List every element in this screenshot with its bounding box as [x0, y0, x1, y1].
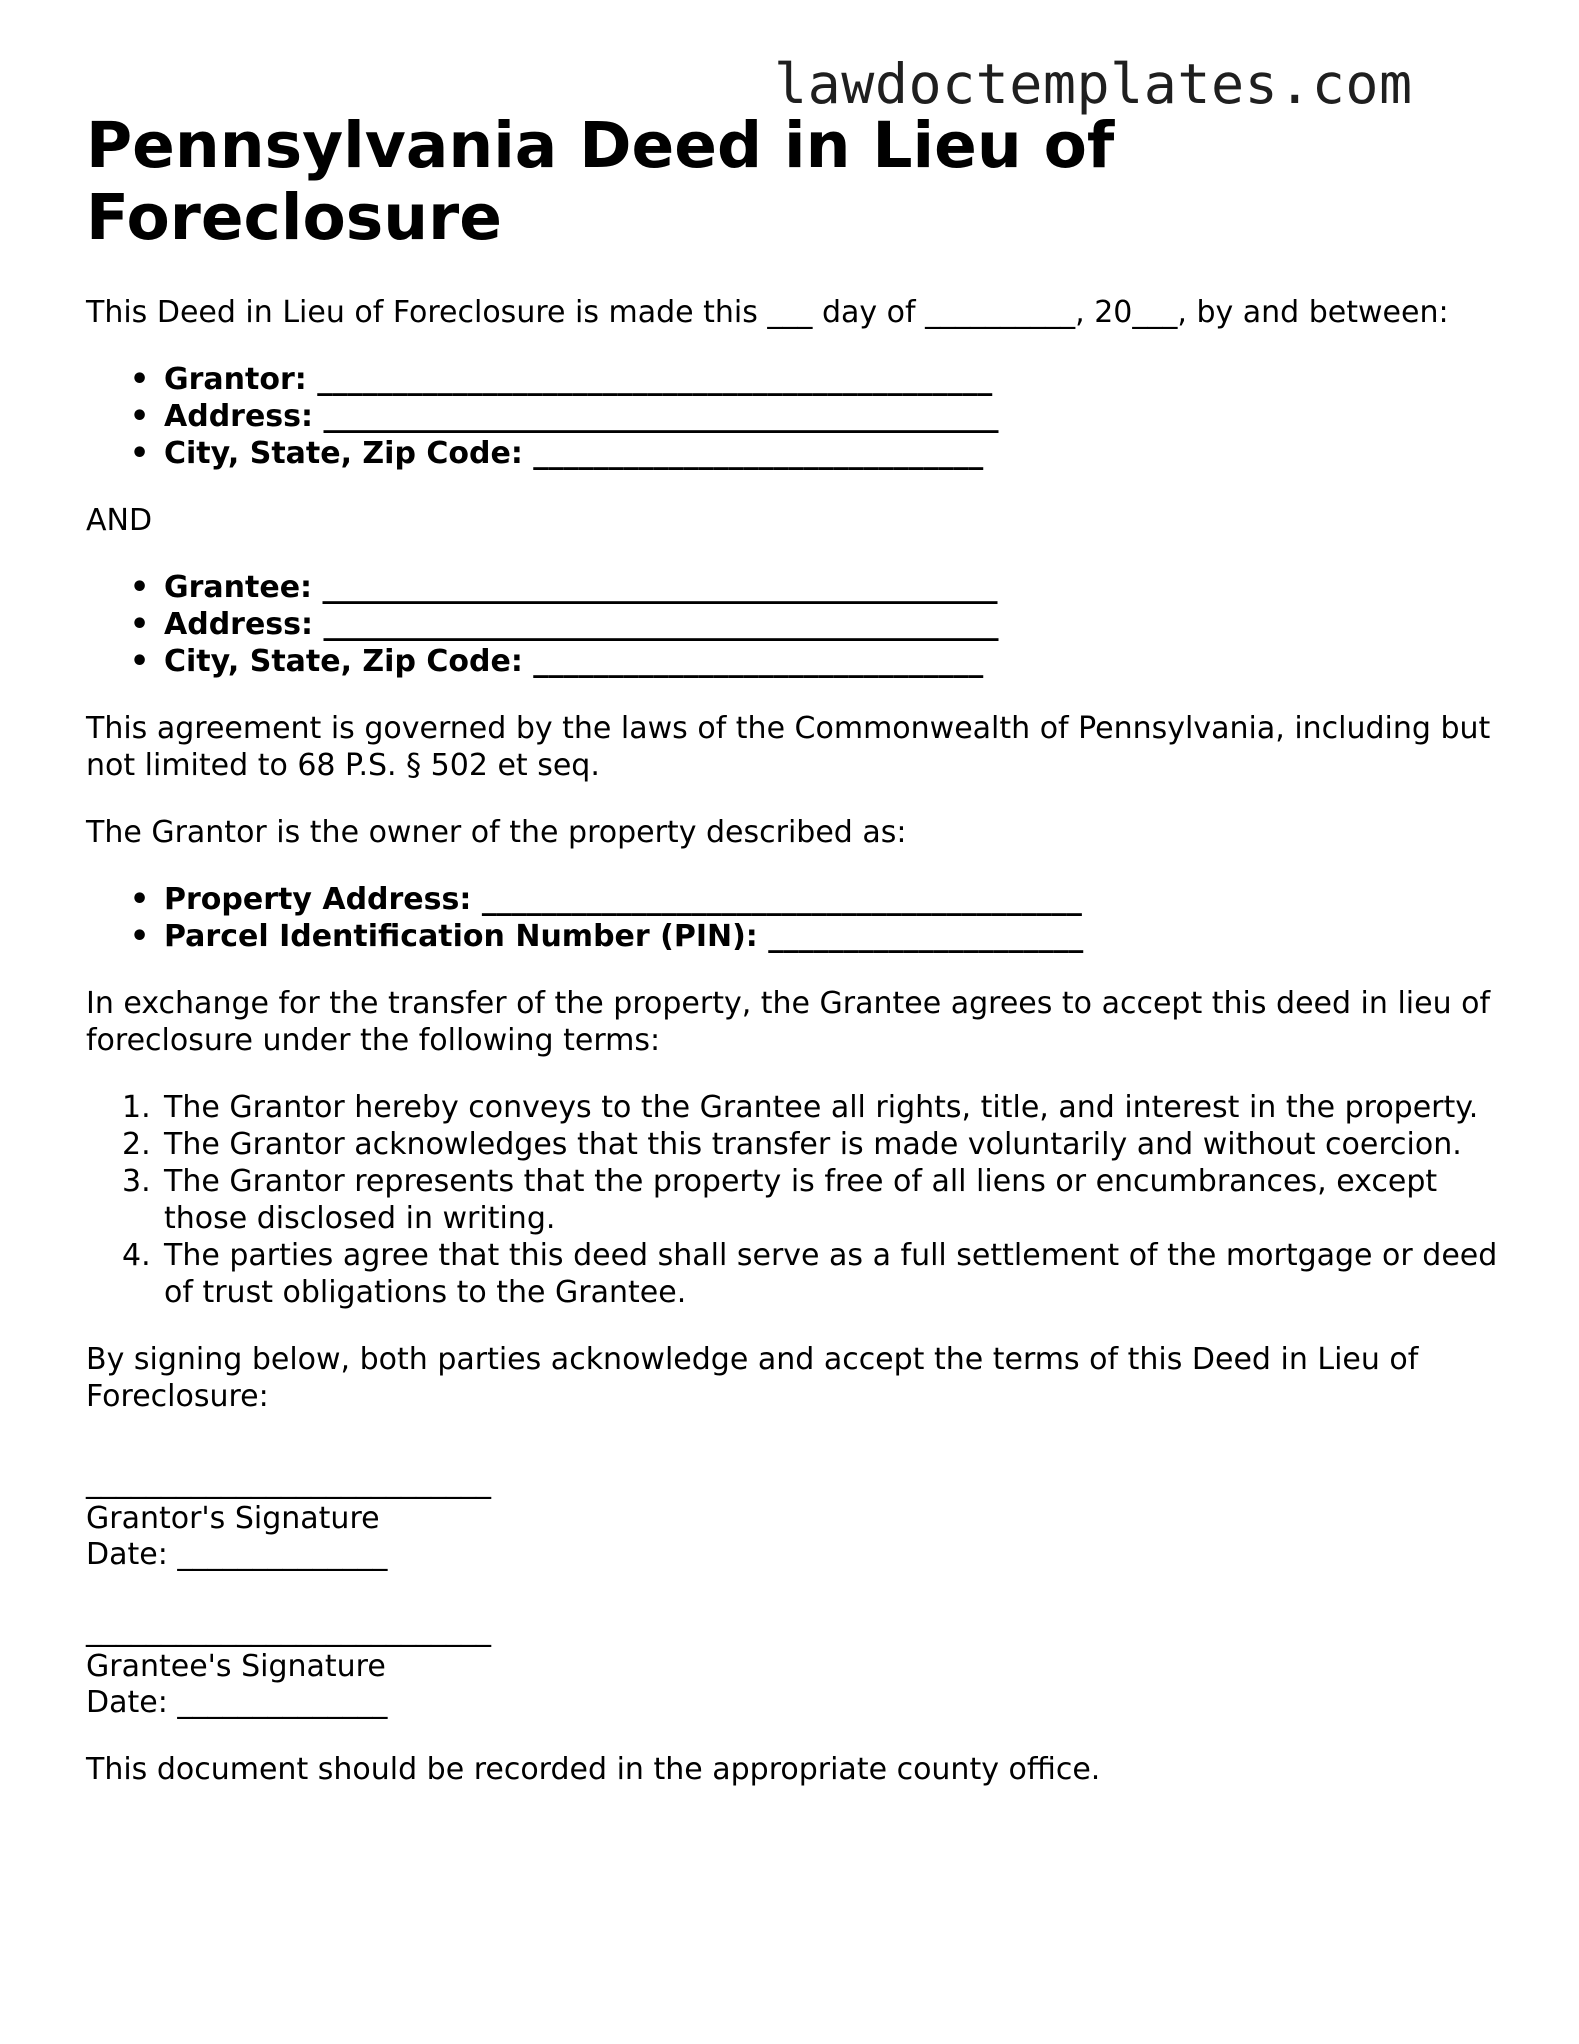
page-title: Pennsylvania Deed in Lieu of Foreclosure — [86, 109, 1115, 254]
grantor-name-field: • Grantor: _____________________________________________ — [86, 361, 1506, 398]
grantee-city-state-zip-field: • City, State, Zip Code: ______________________________ — [86, 643, 1506, 680]
grantee-name-field: • Grantee: _____________________________________________ — [86, 569, 1506, 606]
grantee-date-field: Date: ______________ — [86, 1685, 388, 1720]
recording-note: This document should be recorded in the appropriate county office. — [86, 1752, 1101, 1787]
term-item — [86, 1089, 1506, 1126]
owner-statement: The Grantor is the owner of the property described as: — [86, 815, 907, 850]
grantor-date-field: Date: ______________ — [86, 1537, 388, 1572]
document — [86, 110, 1506, 1788]
property-fields — [86, 881, 1506, 955]
grantee-signature-label: Grantee's Signature — [86, 1649, 386, 1684]
and-separator: AND — [86, 503, 153, 538]
term-item — [86, 1237, 1506, 1311]
property-address-field: • Property Address: ________________________________________ — [86, 881, 1506, 918]
grantee-signature-line: ___________________________ — [86, 1613, 491, 1648]
grantor-fields — [86, 361, 1506, 472]
term-item — [86, 1126, 1506, 1163]
grantor-signature-block — [86, 1465, 1506, 1573]
grantor-signature-line: ___________________________ — [86, 1465, 491, 1500]
term-number: 2. — [122, 1127, 151, 1162]
term-number: 1. — [122, 1090, 151, 1125]
term-text: The Grantor hereby conveys to the Grantee all rights, title, and interest in the property. — [164, 1090, 1479, 1125]
governing-law-paragraph: This agreement is governed by the laws of the Commonwealth of Pennsylvania, including but not limited to 68 P.S. § 502 et seq. — [86, 711, 1491, 783]
terms-list — [86, 1089, 1506, 1311]
term-number: 4. — [122, 1238, 151, 1273]
term-item — [86, 1163, 1506, 1237]
intro-paragraph: This Deed in Lieu of Foreclosure is made this ___ day of __________, 20___, by and between: — [86, 295, 1449, 330]
term-text: The parties agree that this deed shall serve as a full settlement of the mortgage or deed of trust obligations to the Grantee. — [164, 1238, 1498, 1310]
grantee-fields — [86, 569, 1506, 680]
exchange-paragraph: In exchange for the transfer of the property, the Grantee agrees to accept this deed in lieu of foreclosure under the following terms: — [86, 986, 1491, 1058]
grantor-city-state-zip-field: • City, State, Zip Code: ______________________________ — [86, 435, 1506, 472]
term-text: The Grantor represents that the property is free of all liens or encumbrances, except those disclosed in writing. — [164, 1164, 1438, 1236]
term-text: The Grantor acknowledges that this transfer is made voluntarily and without coercion. — [164, 1127, 1462, 1162]
signing-statement: By signing below, both parties acknowledge and accept the terms of this Deed in Lieu of Foreclosure: — [86, 1342, 1419, 1414]
grantee-address-field: • Address: _____________________________________________ — [86, 606, 1506, 643]
watermark: lawdoctemplates.com — [774, 52, 1413, 116]
parcel-id-field: • Parcel Identification Number (PIN): _____________________ — [86, 918, 1506, 955]
grantee-signature-block — [86, 1613, 1506, 1721]
term-number: 3. — [122, 1164, 151, 1199]
grantor-address-field: • Address: _____________________________________________ — [86, 398, 1506, 435]
grantor-signature-label: Grantor's Signature — [86, 1501, 380, 1536]
